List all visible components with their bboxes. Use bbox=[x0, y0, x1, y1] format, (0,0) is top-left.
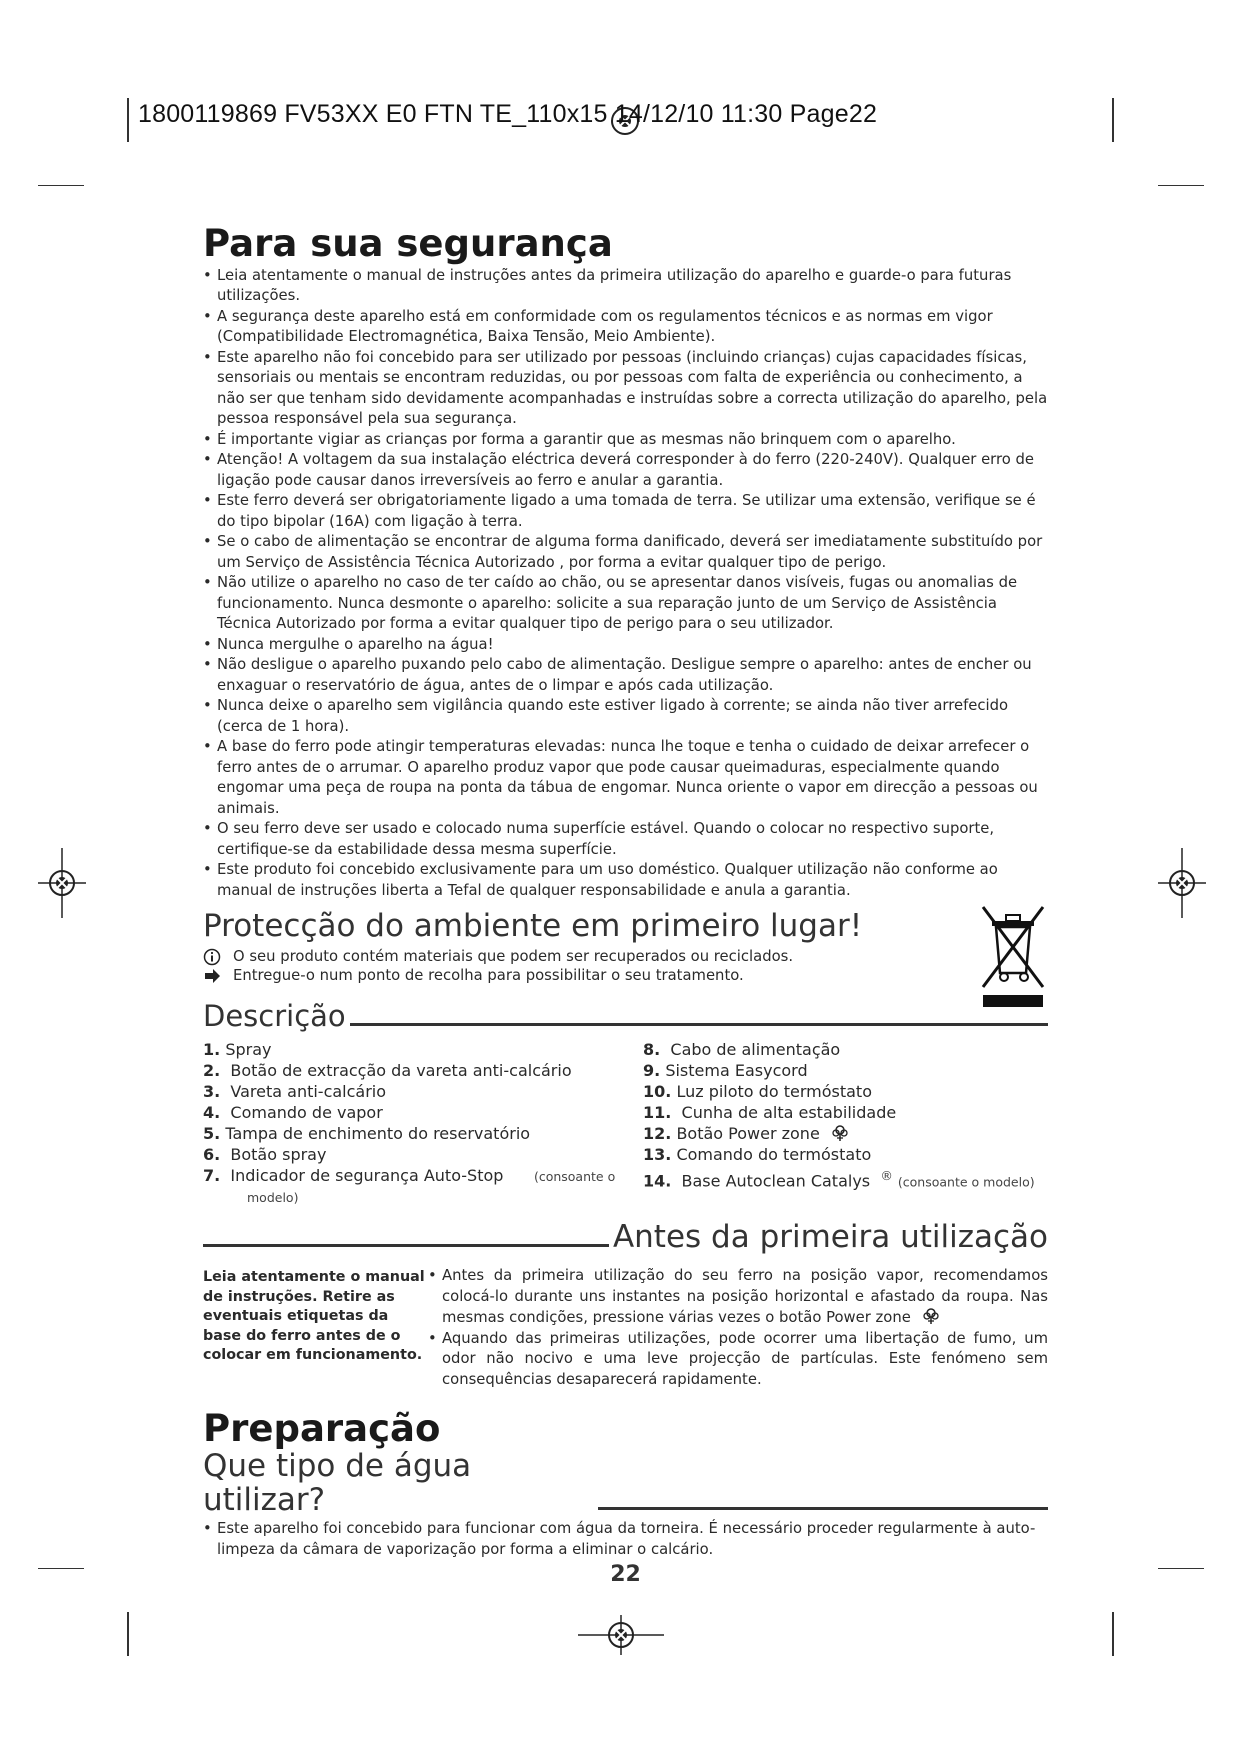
list-item: • Aquando das primeiras utilizações, pode ocorrer uma libertação de fumo, um odor não nocivo e uma leve projecção de partículas. Este fenómeno sem consequências desaparecerá rapidamente. bbox=[428, 1329, 1048, 1391]
list-item: • Nunca deixe o aparelho sem vigilância quando este estiver ligado à corrente; se ainda não tiver arrefecido (cerca de 1 hora). bbox=[203, 696, 1048, 737]
crop-mark bbox=[38, 1568, 84, 1569]
print-slug: 1800119869 FV53XX E0 FTN TE_110x15 14/12/10 11:30 Page22 bbox=[138, 100, 878, 128]
first-use-title: Antes da primeira utilização bbox=[612, 1219, 1048, 1256]
crop-mark bbox=[1158, 1568, 1204, 1569]
list-item: 8. Cabo de alimentação bbox=[643, 1040, 841, 1060]
registration-target-icon bbox=[38, 848, 86, 918]
list-item: • Antes da primeira utilização do seu ferro na posição vapor, recomendamos colocá-lo durante uns instantes na posição horizontal e afastado da roupa. Nas mesmas condições, pressione várias vezes o botão Power zone bbox=[428, 1266, 1048, 1329]
environment-section bbox=[203, 909, 1048, 985]
registration-mark-icon: ® bbox=[880, 1168, 893, 1184]
list-item: 1. Spray bbox=[203, 1040, 272, 1060]
list-item: • Não desligue o aparelho puxando pelo cabo de alimentação. Desligue sempre o aparelho: antes de encher ou enxaguar o reservatório de água, antes de o limpar e após cada utilização. bbox=[203, 655, 1048, 696]
list-item-note: modelo) bbox=[247, 1190, 299, 1206]
list-item: • A base do ferro pode atingir temperaturas elevadas: nunca lhe toque e tenha o cuidado de deixar arrefecer o ferro antes de o arrumar. O aparelho produz vapor que pode causar queimaduras, especialmente quando engomar uma peça de roupa na ponta da tábua de engomar. Nunca oriente o vapor em direcção a pessoas ou animais. bbox=[203, 737, 1048, 819]
safety-title: Para sua segurança bbox=[203, 222, 613, 265]
environment-text: Entregue-o num ponto de recolha para possibilitar o seu tratamento. bbox=[233, 967, 744, 985]
list-item: 3. Vareta anti-calcário bbox=[203, 1082, 387, 1102]
crop-mark bbox=[127, 1612, 129, 1656]
list-item: • É importante vigiar as crianças por forma a garantir que as mesmas não brinquem com o aparelho. bbox=[203, 430, 1048, 451]
list-item: 10. Luz piloto do termóstato bbox=[643, 1082, 872, 1102]
list-item: 4. Comando de vapor bbox=[203, 1103, 383, 1123]
list-item: 11. Cunha de alta estabilidade bbox=[643, 1103, 897, 1123]
page-number: 22 bbox=[610, 1562, 641, 1588]
list-item: 13. Comando do termóstato bbox=[643, 1145, 872, 1165]
side-note: Leia atentamente o manual de instruções. Retire as eventuais etiquetas da base do ferro antes de o colocar em funcionamento. bbox=[203, 1269, 425, 1364]
list-item: • Este aparelho não foi concebido para ser utilizado por pessoas (incluindo crianças) cujas capacidades físicas, sensoriais ou mentais se encontram reduzidas, ou por pessoas com falta de experiência ou conhecimento, a não ser que tenham sido devidamente acompanhadas e instruídas sobre a correcta utilização do aparelho, pela pessoa responsável pela sua segurança. bbox=[203, 348, 1048, 430]
preparation-title: Preparação bbox=[203, 1407, 441, 1451]
page-content bbox=[203, 222, 1048, 1588]
environment-line bbox=[203, 966, 1048, 985]
list-item: • Não utilize o aparelho no caso de ter caído ao chão, ou se apresentar danos visíveis, fugas ou anomalias de funcionamento. Nunca desmonte o aparelho: solicite a sua reparação junto de um Serviço de Assistência Técnica Autorizado por forma a evitar qualquer tipo de perigo para o seu utilizador. bbox=[203, 573, 1048, 635]
list-item: 2. Botão de extracção da vareta anti-calcário bbox=[203, 1061, 572, 1081]
arrow-icon bbox=[203, 967, 221, 985]
registration-target-icon bbox=[578, 1610, 664, 1660]
crop-mark bbox=[127, 98, 129, 142]
list-item: • Nunca mergulhe o aparelho na água! bbox=[203, 635, 1048, 656]
info-icon bbox=[203, 948, 221, 966]
list-item: 12. Botão Power zone bbox=[643, 1123, 1048, 1144]
list-item: 7. Indicador de segurança Auto-Stop (consoante o bbox=[203, 1166, 616, 1186]
preparation-list bbox=[203, 1519, 1048, 1560]
water-heading bbox=[203, 1449, 1048, 1517]
environment-text: O seu produto contém materiais que podem ser recuperados ou reciclados. bbox=[233, 948, 794, 966]
first-use-heading bbox=[203, 1220, 1048, 1254]
list-item: • Leia atentamente o manual de instruções antes da primeira utilização do aparelho e guarde-o para futuras utilizações. bbox=[203, 266, 1048, 307]
crossed-bin-icon bbox=[978, 899, 1048, 1009]
list-item: • Este ferro deverá ser obrigatoriamente ligado a uma tomada de terra. Se utilizar uma extensão, verifique se é do tipo bipolar (16A) com ligação à terra. bbox=[203, 491, 1048, 532]
crop-mark bbox=[38, 185, 84, 186]
list-item: 5. Tampa de enchimento do reservatório bbox=[203, 1124, 531, 1144]
list-item: 14. Base Autoclean Catalys ® (consoante o modelo) bbox=[643, 1168, 1035, 1191]
crop-mark bbox=[1112, 1612, 1114, 1656]
first-use-list bbox=[428, 1266, 1048, 1390]
description-heading bbox=[203, 1001, 1048, 1033]
crop-mark bbox=[1112, 98, 1114, 142]
registration-target-icon bbox=[1158, 848, 1206, 918]
power-zone-icon bbox=[922, 1307, 940, 1325]
first-use-section bbox=[203, 1268, 1048, 1390]
list-item: • Este aparelho foi concebido para funcionar com água da torneira. É necessário proceder regularmente à auto-limpeza da câmara de vaporização por forma a eliminar o calcário. bbox=[203, 1519, 1048, 1560]
list-item: • Se o cabo de alimentação se encontrar de alguma forma danificado, deverá ser imediatamente substituído por um Serviço de Assistência Técnica Autorizado , por forma a evitar qualquer tipo de perigo. bbox=[203, 532, 1048, 573]
list-item: 6. Botão spray bbox=[203, 1145, 327, 1165]
list-item: • O seu ferro deve ser usado e colocado numa superfície estável. Quando o colocar no respectivo suporte, certifique-se da estabilidade dessa mesma superfície. bbox=[203, 819, 1048, 860]
safety-list bbox=[203, 266, 1048, 902]
list-item: • Este produto foi concebido exclusivamente para um uso doméstico. Qualquer utilização não conforme ao manual de instruções liberta a Tefal de qualquer responsabilidade e anula a garantia. bbox=[203, 860, 1048, 901]
power-zone-icon bbox=[831, 1124, 849, 1142]
water-title: Que tipo de água utilizar? bbox=[203, 1448, 472, 1519]
list-item: • A segurança deste aparelho está em conformidade com os regulamentos técnicos e as normas em vigor (Compatibilidade Electromagnética, Baixa Tensão, Meio Ambiente). bbox=[203, 307, 1048, 348]
description-list bbox=[203, 1039, 1048, 1208]
environment-title: Protecção do ambiente em primeiro lugar! bbox=[203, 908, 863, 945]
list-item: • Atenção! A voltagem da sua instalação eléctrica deverá corresponder à do ferro (220-240V). Qualquer erro de ligação pode causar danos irreversíveis ao ferro e anular a garantia. bbox=[203, 450, 1048, 491]
crop-mark bbox=[1158, 185, 1204, 186]
description-title: Descrição bbox=[203, 999, 346, 1034]
list-item: 9. Sistema Easycord bbox=[643, 1061, 808, 1081]
environment-line bbox=[203, 947, 1048, 966]
